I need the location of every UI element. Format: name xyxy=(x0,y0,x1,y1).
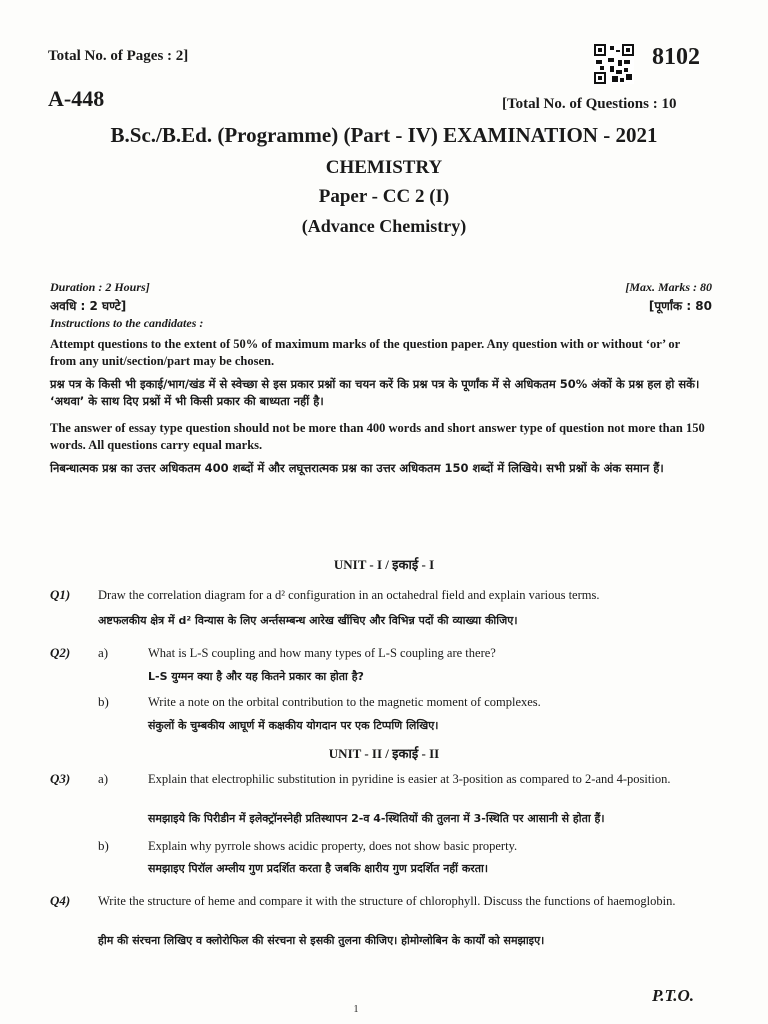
question-text: What is L-S coupling and how many types of L-S coupling are there? xyxy=(148,646,496,660)
question-text-hindi: समझाइये कि पिरीडीन में इलेक्ट्रॉनस्नेही प्रतिस्थापन 2-व 4-स्थितियों की तुलना में 3-स्थिति पर आसानी से होता हैं। xyxy=(148,812,605,825)
paper-title: Paper - CC 2 (I) xyxy=(318,186,450,207)
question-text: Explain why pyrrole shows acidic property, does not show basic property. xyxy=(148,839,518,853)
question-label: Q2) xyxy=(50,645,71,660)
question-text: Explain that electrophilic substitution in pyridine is easier at 3-position as compared to 2-and 4-position. xyxy=(148,772,671,786)
duration: Duration : 2 Hours] xyxy=(50,280,150,294)
instruction-paragraph-hindi: प्रश्न पत्र के किसी भी इकाई/भाग/खंड में से स्वेच्छा से इस प्रकार प्रश्नों का चयन करें कि प्रश्न पत्र के पूर्णांक में से अधिकतम 50% अंकों के प्रश्न हल हो सकें। ‘अथवा’ के साथ दिए प्रश्नों में भी किसी प्रकार की बाध्यता नहीं है। xyxy=(50,377,700,408)
question-label: Q3) xyxy=(50,771,71,786)
question-text-hindi: समझाइए पिरॉल अम्लीय गुण प्रदर्शित करता है जबकि क्षारीय गुण प्रदर्शित नहीं करता। xyxy=(148,862,489,875)
subquestion-label: b) xyxy=(98,838,109,853)
question-text-hindi: हीम की संरचना लिखिए व क्लोरोफिल की संरचना से इसकी तुलना कीजिए। होमोग्लोबिन के कार्यों को समझाइए। xyxy=(98,934,545,947)
qr-code-icon xyxy=(594,44,634,84)
duration-hindi: अवधि : 2 घण्टे] xyxy=(50,299,127,313)
subquestion-label: a) xyxy=(98,645,109,660)
max-marks-hindi: [पूर्णांक : 80 xyxy=(648,299,712,313)
paper-code: A-448 xyxy=(48,86,105,111)
question-label: Q1) xyxy=(50,587,71,602)
question-text-hindi: अष्टफलकीय क्षेत्र में d² विन्यास के लिए अर्न्तसम्बन्ध आरेख खींचिए और विभिन्न पदों की व्याख्या कीजिए। xyxy=(98,614,518,627)
subject-title: CHEMISTRY xyxy=(325,157,443,178)
instructions-heading: Instructions to the candidates : xyxy=(50,316,204,330)
question-text: Write a note on the orbital contribution to the magnetic moment of complexes. xyxy=(148,695,541,709)
max-marks: [Max. Marks : 80 xyxy=(625,280,712,294)
subquestion-label: a) xyxy=(98,771,109,786)
unit-heading: UNIT - II / इकाई - II xyxy=(328,746,440,761)
exam-title: B.Sc./B.Ed. (Programme) (Part - IV) EXAMINATION - 2021 xyxy=(110,123,658,147)
total-pages: Total No. of Pages : 2] xyxy=(48,48,189,64)
question-text-hindi: L-S युग्मन क्या है और यह कितने प्रकार का होता है? xyxy=(148,670,364,683)
paper-subtitle: (Advance Chemistry) xyxy=(301,216,467,236)
total-questions: [Total No. of Questions : 10 xyxy=(502,96,677,112)
paper-number: 8102 xyxy=(652,44,700,70)
instruction-paragraph: The answer of essay type question should not be more than 400 words and short answer type of question not more than 150 words. All questions carry equal marks. xyxy=(50,421,705,452)
instruction-paragraph: Attempt questions to the extent of 50% of maximum marks of the question paper. Any question with or without ‘or’ or from any unit/section/part may be chosen. xyxy=(50,337,680,368)
unit-heading: UNIT - I / इकाई - I xyxy=(333,557,435,572)
question-text: Write the structure of heme and compare it with the structure of chlorophyll. Discuss the functions of haemoglobin. xyxy=(98,894,676,908)
subquestion-label: b) xyxy=(98,694,109,709)
question-text-hindi: संकुलों के चुम्बकीय आघूर्ण में कक्षकीय योगदान पर एक टिप्पणि लिखिए। xyxy=(148,719,439,732)
question-label: Q4) xyxy=(50,893,71,908)
question-text: Draw the correlation diagram for a d² configuration in an octahedral field and explain various terms. xyxy=(98,588,600,602)
page-number: 1 xyxy=(353,1004,359,1015)
pto-label: P.T.O. xyxy=(652,986,695,1005)
instruction-paragraph-hindi: निबन्धात्मक प्रश्न का उत्तर अधिकतम 400 शब्दों में और लघूत्तरात्मक प्रश्न का उत्तर अधिकतम 150 शब्दों में लिखिये। सभी प्रश्नों के अंक समान हैं। xyxy=(50,461,664,475)
